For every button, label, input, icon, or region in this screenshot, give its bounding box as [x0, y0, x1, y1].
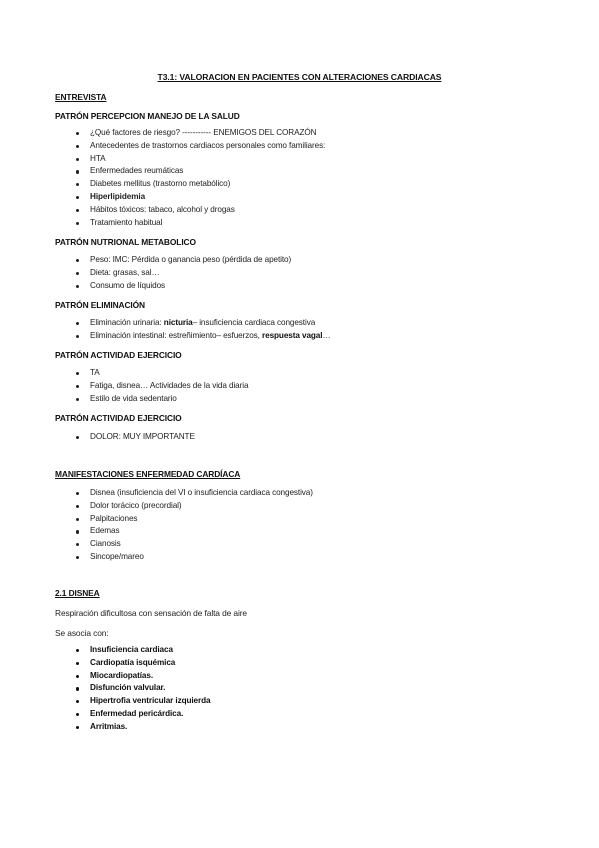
list-manifestaciones	[76, 487, 313, 564]
list-item: Hipertrofia ventricular izquierda	[76, 695, 210, 708]
list-item: Consumo de líquidos	[76, 280, 291, 293]
heading-patron-actividad-2: PATRÓN ACTIVIDAD EJERCICIO	[55, 413, 182, 423]
list-patron-percepcion	[76, 127, 325, 229]
list-item: Dolor torácico (precordial)	[76, 500, 313, 513]
heading-disnea: 2.1 DISNEA	[55, 588, 100, 598]
list-item: Sincope/mareo	[76, 551, 313, 564]
list-patron-actividad-2	[76, 431, 195, 444]
heading-patron-actividad: PATRÓN ACTIVIDAD EJERCICIO	[55, 350, 182, 360]
list-patron-nutricional	[76, 254, 291, 292]
disnea-asocia: Se asocia con:	[55, 628, 109, 638]
list-patron-actividad	[76, 367, 248, 405]
list-item: Arritmias.	[76, 721, 210, 734]
list-patron-eliminacion	[76, 317, 331, 343]
heading-patron-nutricional: PATRÓN NUTRIONAL METABOLICO	[55, 237, 196, 247]
list-item: TA	[76, 367, 248, 380]
list-item: Estilo de vida sedentario	[76, 393, 248, 406]
item-text: Eliminación urinaria:	[90, 318, 164, 327]
item-text: – insuficiencia cardiaca congestiva	[192, 318, 316, 327]
item-text: …	[322, 330, 331, 340]
list-item	[76, 317, 331, 330]
list-item: Disnea (insuficiencia del VI o insuficiencia cardiaca congestiva)	[76, 487, 313, 500]
list-item: Fatiga, disnea… Actividades de la vida diaria	[76, 380, 248, 393]
list-item: Enfermedades reumáticas	[76, 165, 325, 178]
list-item: Insuficiencia cardiaca	[76, 644, 210, 657]
list-item: Disfunción valvular.	[76, 682, 210, 695]
list-item: Peso: IMC: Pérdida o ganancia peso (pérdida de apetito)	[76, 254, 291, 267]
list-item: Cianosis	[76, 538, 313, 551]
list-item: ¿Qué factores de riesgo? ----------- ENEMIGOS DEL CORAZÓN	[76, 127, 325, 140]
list-item: Hábitos tóxicos: tabaco, alcohol y drogas	[76, 204, 325, 217]
list-item: Dieta: grasas, sal…	[76, 267, 291, 280]
heading-manifestaciones: MANIFESTACIONES ENFERMEDAD CARDÍACA	[55, 469, 241, 479]
list-item: Enfermedad pericárdica.	[76, 708, 210, 721]
heading-patron-percepcion: PATRÓN PERCEPCION MANEJO DE LA SALUD	[55, 111, 240, 121]
list-item: Tratamiento habitual	[76, 217, 325, 230]
list-item: Edemas	[76, 525, 313, 538]
list-item: Antecedentes de trastornos cardiacos personales como familiares:	[76, 140, 325, 153]
item-text: Eliminación intestinal: estreñimiento– esfuerzos,	[90, 330, 263, 340]
list-item	[76, 330, 331, 343]
list-disnea-causas	[76, 644, 210, 734]
list-item: HTA	[76, 153, 325, 166]
heading-patron-eliminacion: PATRÓN ELIMINACIÓN	[55, 300, 146, 310]
disnea-definition: Respiración dificultosa con sensación de falta de aire	[55, 608, 247, 618]
list-item: DOLOR: MUY IMPORTANTE	[76, 431, 195, 444]
document-title: T3.1: VALORACION EN PACIENTES CON ALTERACIONES CARDIACAS	[157, 72, 442, 82]
item-bold-text: nicturia	[163, 318, 193, 327]
section-heading-entrevista: ENTREVISTA	[55, 92, 107, 102]
list-item: Miocardiopatías.	[76, 670, 210, 683]
list-item: Cardiopatía isquémica	[76, 657, 210, 670]
list-item: Palpitaciones	[76, 513, 313, 526]
item-bold-text: respuesta vagal	[262, 330, 323, 340]
list-item: Diabetes mellitus (trastorno metabólico)	[76, 178, 325, 191]
list-item: Hiperlipidemia	[76, 191, 325, 204]
